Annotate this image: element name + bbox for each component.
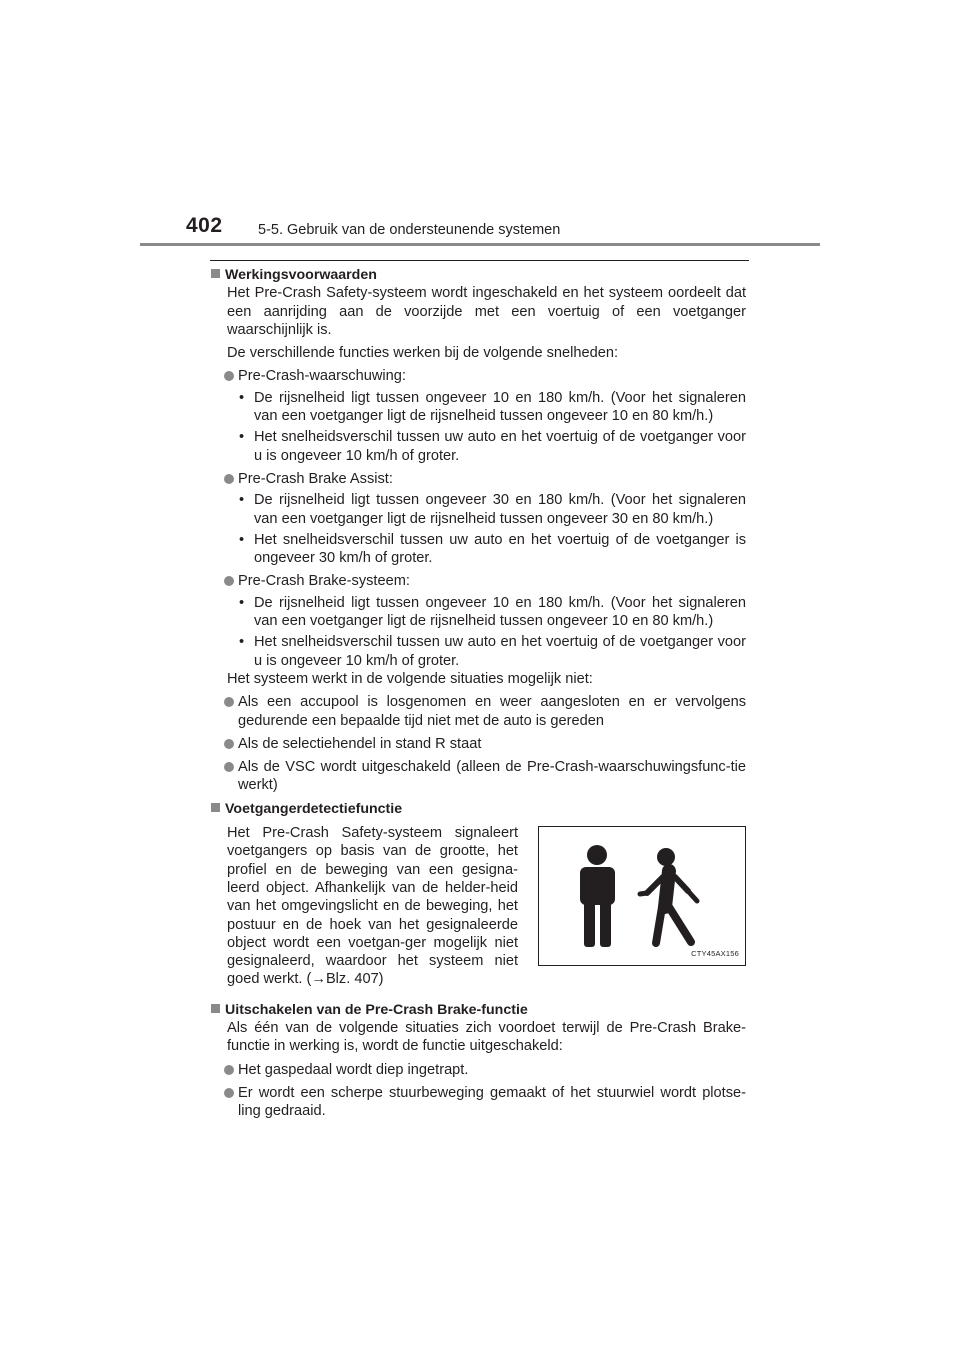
list-item [211, 470, 746, 488]
page-reference: Blz. 407) [325, 971, 384, 988]
sub-bullet-icon: • [239, 429, 245, 446]
paragraph: Als één van de volgende situaties zich voordoet terwijl de Pre-Crash Brake-functie in werking is, wordt de functie uitgeschakeld: [227, 1019, 746, 1055]
square-bullet-icon [211, 269, 220, 278]
sub-list-item-text: De rijsnelheid ligt tussen ongeveer 10 en 180 km/h. (Voor het signaleren van een voetganger ligt de rijsnelheid tussen ongeveer 10 en 80 km/h.) [254, 389, 746, 425]
section-heading-uitschakelen [211, 1001, 746, 1019]
sub-bullet-icon: • [239, 594, 245, 611]
circle-bullet-icon [224, 371, 234, 381]
header-rule [140, 243, 820, 246]
list-item-text: Pre-Crash-waarschuwing: [238, 368, 406, 385]
sub-bullet-icon: • [239, 389, 245, 406]
figure-row [211, 824, 746, 989]
main-content [211, 266, 746, 1120]
circle-bullet-icon [224, 576, 234, 586]
list-item [211, 1084, 746, 1121]
sub-bullet-icon: • [239, 531, 245, 548]
list-item [211, 367, 746, 385]
circle-bullet-icon [224, 762, 234, 772]
sub-list-item-text: Het snelheidsverschil tussen uw auto en het voertuig of de voetganger voor u is ongeveer 10 km/h of groter. [254, 429, 746, 464]
pedestrian-figure [538, 826, 746, 966]
chapter-title: 5-5. Gebruik van de ondersteunende systemen [258, 222, 561, 238]
list-item [211, 735, 746, 753]
page-number: 402 [186, 214, 223, 237]
heading-text: Uitschakelen van de Pre-Crash Brake-functie [225, 1001, 528, 1018]
list-item [211, 693, 746, 730]
figure-code: CTY45AX156 [691, 948, 739, 958]
paragraph-text: Het Pre-Crash Safety-systeem signaleert voetgangers op basis van de grootte, het profiel en de beweging van een gesigna-leerd object. Afhankelijk van de helder-heid van het omgevingslicht en de beweging, het postuur en de hoek van het gesignaleerde object wordt een voetgan-ger mogelijk niet gesignaleerd, waardoor het systeem niet goed werkt. ( [227, 825, 518, 988]
list-item-text: Als een accupool is losgenomen en weer aangesloten en er vervolgens gedurende een bepaalde tijd niet met de auto is gereden [238, 694, 746, 729]
sub-list-item [211, 491, 746, 528]
square-bullet-icon [211, 1004, 220, 1013]
walking-pedestrian-icon [640, 848, 697, 943]
list-item-text: Er wordt een scherpe stuurbeweging gemaakt of het stuurwiel wordt plotse-ling gedraaid. [238, 1084, 746, 1120]
sub-bullet-icon: • [239, 492, 245, 509]
arrow-icon: → [311, 971, 326, 988]
list-item-text: Als de VSC wordt uitgeschakeld (alleen de Pre-Crash-waarschuwingsfunc-tie werkt) [238, 759, 746, 794]
paragraph: Het Pre-Crash Safety-systeem wordt ingeschakeld en het systeem oordeelt dat een aanrijding aan de voorzijde met een voertuig of een voetganger waarschijnlijk is. [227, 285, 746, 338]
sub-list-item-text: Het snelheidsverschil tussen uw auto en het voertuig of de voetganger is ongeveer 30 km/h of groter. [254, 531, 746, 567]
standing-pedestrian-icon [580, 845, 615, 947]
sub-list-item-text: De rijsnelheid ligt tussen ongeveer 30 en 180 km/h. (Voor het signaleren van een voetganger ligt de rijsnelheid tussen ongeveer 30 en 80 km/h.) [254, 492, 746, 527]
list-item-text: Het gaspedaal wordt diep ingetrapt. [238, 1061, 469, 1078]
section-rule [210, 260, 749, 261]
sub-list-item [211, 633, 746, 670]
circle-bullet-icon [224, 697, 234, 707]
circle-bullet-icon [224, 1065, 234, 1075]
section-heading-werking [211, 266, 746, 284]
paragraph [211, 824, 518, 989]
circle-bullet-icon [224, 474, 234, 484]
list-item [211, 572, 746, 590]
sub-list-item [211, 389, 746, 426]
list-item [211, 758, 746, 795]
list-item-text: Pre-Crash Brake Assist: [238, 470, 393, 487]
sub-bullet-icon: • [239, 634, 245, 651]
paragraph: De verschillende functies werken bij de volgende snelheden: [227, 345, 619, 362]
circle-bullet-icon [224, 1088, 234, 1098]
sub-list-item [211, 531, 746, 568]
heading-text: Werkingsvoorwaarden [225, 267, 377, 283]
sub-list-item [211, 428, 746, 465]
sub-list-item-text: Het snelheidsverschil tussen uw auto en het voertuig of de voetganger voor u is ongeveer 10 km/h of groter. [254, 634, 746, 669]
square-bullet-icon [211, 803, 220, 812]
section-heading-voetganger [211, 800, 746, 818]
list-item-text: Als de selectiehendel in stand R staat [238, 735, 482, 752]
sub-list-item [211, 594, 746, 631]
paragraph: Het systeem werkt in de volgende situaties mogelijk niet: [227, 670, 593, 687]
list-item [211, 1061, 746, 1079]
list-item-text: Pre-Crash Brake-systeem: [238, 573, 410, 590]
sub-list-item-text: De rijsnelheid ligt tussen ongeveer 10 en 180 km/h. (Voor het signaleren van een voetganger ligt de rijsnelheid tussen ongeveer 10 en 80 km/h.) [254, 594, 746, 630]
heading-text: Voetgangerdetectiefunctie [225, 800, 403, 817]
circle-bullet-icon [224, 739, 234, 749]
